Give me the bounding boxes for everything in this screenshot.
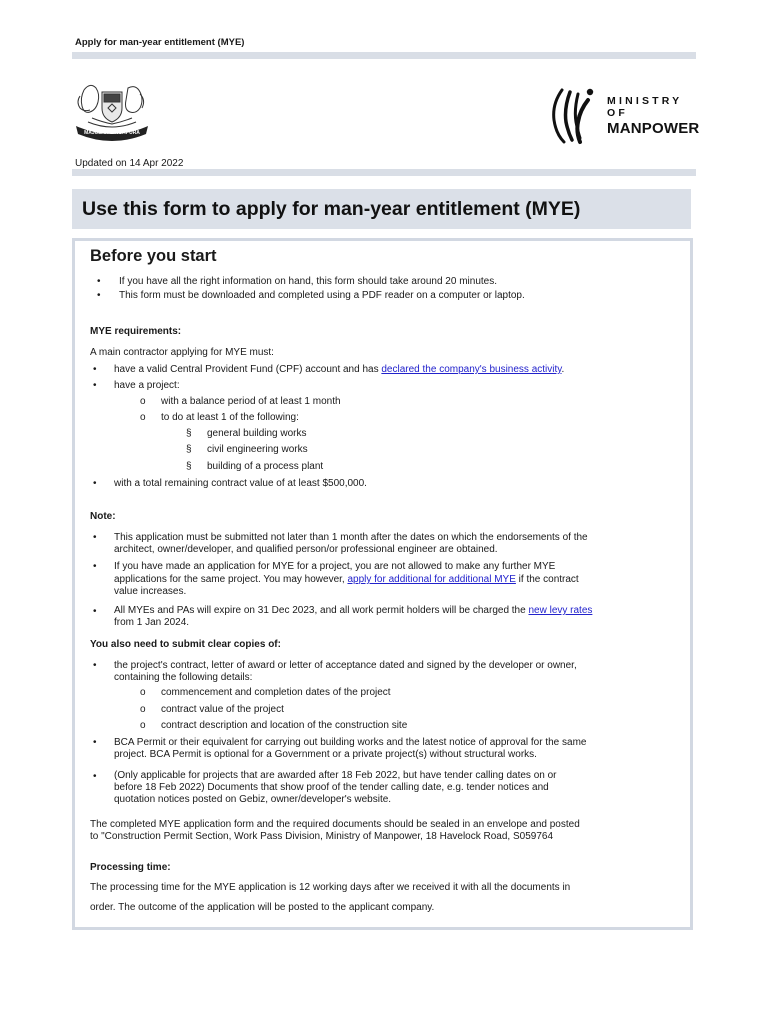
note-2-line-1: If you have made an application for MYE for a project, you are not allowed to make any further MYE bbox=[114, 561, 556, 572]
bullet-glyph: • bbox=[97, 290, 101, 301]
before-bullet-1: If you have all the right information on hand, this form should take around 20 minutes. bbox=[119, 276, 497, 287]
mom-logo bbox=[548, 80, 698, 146]
new-levy-rates-link[interactable]: new levy rates bbox=[528, 605, 593, 616]
copies-1-line-1: the project's contract, letter of award or letter of acceptance dated and signed by the developer or owner, bbox=[114, 660, 577, 671]
note-2-line-2: applications for the same project. You may however, apply for additional for additional MYE if the contract bbox=[114, 574, 579, 585]
updated-divider bbox=[72, 169, 696, 176]
copies-heading: You also need to submit clear copies of: bbox=[90, 639, 281, 650]
work-type-2: civil engineering works bbox=[207, 444, 308, 455]
declared-business-activity-link[interactable]: declared the company's business activity bbox=[381, 364, 562, 375]
form-title-banner bbox=[72, 189, 691, 229]
requirement-2-sub-1: with a balance period of at least 1 month bbox=[161, 396, 341, 407]
apply-additional-mye-link[interactable]: apply for additional for additional MYE bbox=[347, 574, 516, 585]
section-bullet: § bbox=[186, 444, 192, 455]
requirement-3: with a total remaining contract value of at least $500,000. bbox=[114, 478, 367, 489]
header-divider bbox=[72, 52, 696, 59]
copies-1-line-2: containing the following details: bbox=[114, 672, 253, 683]
bullet-glyph: • bbox=[93, 660, 97, 671]
bullet-glyph: • bbox=[93, 737, 97, 748]
work-type-1: general building works bbox=[207, 428, 307, 439]
circle-bullet: o bbox=[140, 704, 146, 715]
note-3-line-1: All MYEs and PAs will expire on 31 Dec 2023, and all work permit holders will be charged the new levy rates bbox=[114, 605, 593, 616]
copies-2-line-1: BCA Permit or their equivalent for carrying out building works and the latest notice of approval for the same bbox=[114, 737, 587, 748]
requirement-2: have a project: bbox=[114, 380, 180, 391]
bullet-glyph: • bbox=[97, 276, 101, 287]
note-heading: Note: bbox=[90, 511, 116, 522]
bullet-glyph: • bbox=[93, 532, 97, 543]
copies-3-line-2: before 18 Feb 2022) Documents that show proof of the tender calling date, e.g. tender notices and bbox=[114, 782, 549, 793]
note-1-line-2: architect, owner/developer, and qualified person/or professional engineer are obtained. bbox=[114, 544, 498, 555]
processing-line-2: order. The outcome of the application will be posted to the applicant company. bbox=[90, 902, 435, 913]
circle-bullet: o bbox=[140, 396, 146, 407]
section-bullet: § bbox=[186, 428, 192, 439]
circle-bullet: o bbox=[140, 687, 146, 698]
work-type-3: building of a process plant bbox=[207, 461, 324, 472]
submission-line-1: The completed MYE application form and the required documents should be sealed in an envelope and posted bbox=[90, 819, 580, 830]
note-3-line-2: from 1 Jan 2024. bbox=[114, 617, 190, 628]
document-header-title: Apply for man-year entitlement (MYE) bbox=[75, 37, 245, 48]
circle-bullet: o bbox=[140, 720, 146, 731]
section-bullet: § bbox=[186, 461, 192, 472]
bullet-glyph: • bbox=[93, 478, 97, 489]
circle-bullet: o bbox=[140, 412, 146, 423]
requirement-2-sub-2: to do at least 1 of the following: bbox=[161, 412, 299, 423]
copies-3-line-3: quotation notices posted on Gebiz, owner/developer's website. bbox=[114, 794, 392, 805]
page-title: Use this form to apply for man-year entitlement (MYE) bbox=[82, 198, 581, 220]
processing-heading: Processing time: bbox=[90, 862, 171, 873]
ministry-of-text: MINISTRY OF bbox=[607, 95, 683, 119]
bullet-glyph: • bbox=[93, 606, 97, 617]
before-bullet-2: This form must be downloaded and completed using a PDF reader on a computer or laptop. bbox=[119, 290, 525, 301]
processing-line-1: The processing time for the MYE application is 12 working days after we received it with all the documents in bbox=[90, 882, 571, 893]
bullet-glyph: • bbox=[93, 561, 97, 572]
requirement-1: have a valid Central Provident Fund (CPF) account and has declared the company's business activity. bbox=[114, 364, 565, 375]
singapore-crest-icon bbox=[70, 78, 154, 142]
copies-sub-2: contract value of the project bbox=[161, 704, 284, 715]
bullet-glyph: • bbox=[93, 364, 97, 375]
requirements-intro: A main contractor applying for MYE must: bbox=[90, 347, 274, 358]
manpower-text: MANPOWER bbox=[607, 120, 700, 137]
crest-motto: MAJULAH SINGAPURA bbox=[84, 130, 140, 136]
copies-sub-1: commencement and completion dates of the project bbox=[161, 687, 391, 698]
copies-3-line-1: (Only applicable for projects that are awarded after 18 Feb 2022, but have tender calling dates on or bbox=[114, 770, 557, 781]
bullet-glyph: • bbox=[93, 380, 97, 391]
submission-line-2: to "Construction Permit Section, Work Pass Division, Ministry of Manpower, 18 Havelock Road, S059764 bbox=[90, 831, 554, 842]
before-heading: Before you start bbox=[90, 247, 217, 265]
instructions-panel bbox=[72, 238, 693, 930]
requirements-heading: MYE requirements: bbox=[90, 326, 182, 337]
note-1-line-1: This application must be submitted not later than 1 month after the dates on which the endorsements of the bbox=[114, 532, 588, 543]
updated-date: Updated on 14 Apr 2022 bbox=[75, 158, 184, 169]
bullet-glyph: • bbox=[93, 771, 97, 782]
copies-2-line-2: project. BCA Permit is optional for a Government or a private project(s) without structural works. bbox=[114, 749, 537, 760]
copies-sub-3: contract description and location of the construction site bbox=[161, 720, 408, 731]
note-2-line-3: value increases. bbox=[114, 586, 187, 597]
mom-logo-mark-icon bbox=[548, 80, 608, 146]
